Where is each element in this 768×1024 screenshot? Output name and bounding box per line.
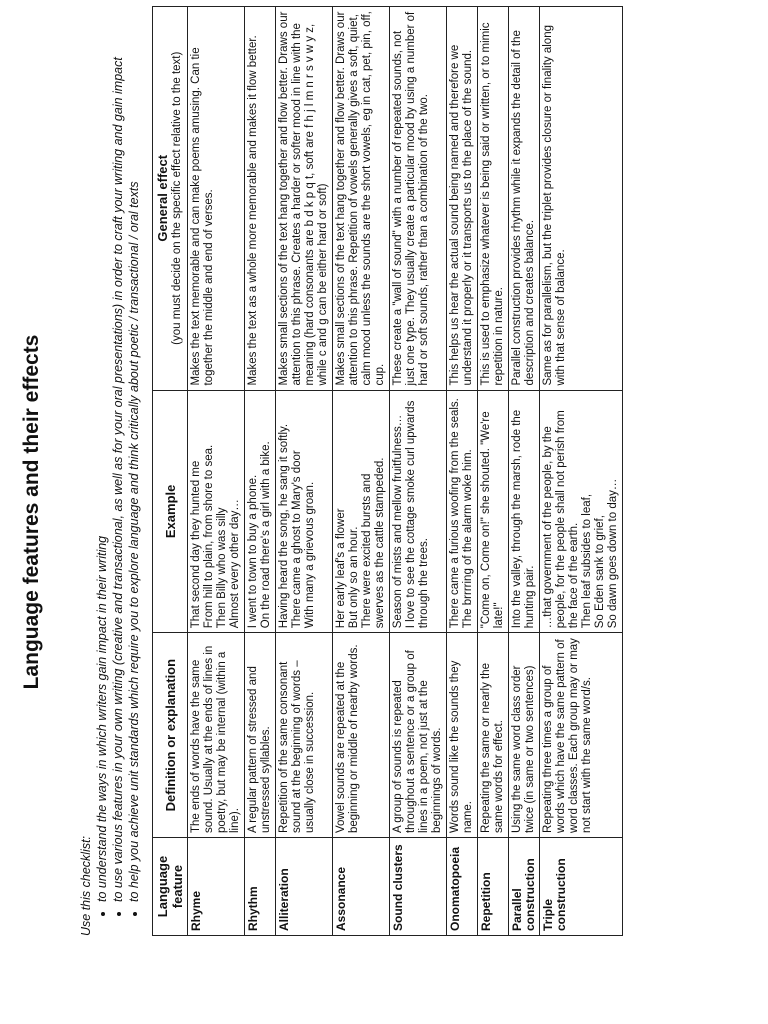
example-line: …that government of the people, by the people, for the people shall not perish from the face of the earth. bbox=[542, 410, 580, 629]
effect-cell: Makes small sections of the text hang together and flow better. Draws our attention to this phrase. Repetition of vowels generally gives a soft, quiet, calm mood unless the sounds are the short vowels, eg in cat, pet, pin, off, cup. bbox=[333, 7, 390, 391]
feature-cell: Alliteration bbox=[276, 838, 333, 936]
example-line: From hill to plain, from shore to sea. bbox=[203, 444, 215, 629]
table-row bbox=[509, 7, 540, 936]
effect-cell: Same as for parallelism, but the triplet provides closure or finality along with that sense of balance. bbox=[540, 7, 623, 391]
example-line: The brrrring of the alarm woke him. bbox=[462, 449, 474, 629]
effect-cell: This helps us hear the actual sound being named and therefore we understand it properly or it transports us to the place of the sound. bbox=[447, 7, 478, 391]
definition-cell: Words sound like the sounds they name. bbox=[447, 633, 478, 838]
feature-cell: Rhythm bbox=[245, 838, 276, 936]
example-cell bbox=[509, 390, 540, 633]
example-cell bbox=[447, 390, 478, 633]
example-line: So Eden sank to grief, bbox=[594, 515, 606, 629]
effect-cell: This is used to emphasize whatever is being said or written, or to mimic repetition in nature. bbox=[478, 7, 509, 391]
intro-bullet: • to understand the ways in which writers gain impact in their writing bbox=[94, 6, 110, 902]
example-line: Into the valley, through the marsh, rode the hunting pair. bbox=[511, 409, 536, 629]
feature-cell: Repetition bbox=[478, 838, 509, 936]
example-line: There came a ghost to Mary's door bbox=[291, 450, 303, 629]
feature-cell: Sound clusters bbox=[390, 838, 447, 936]
example-line: Her early leaf's a flower bbox=[335, 508, 347, 629]
effect-cell: These create a "wall of sound" with a number of repeated sounds, not just one type. They usually create a particular mood by using a number of hard or soft sounds, rather than a combination of the two. bbox=[390, 7, 447, 391]
effect-cell: Makes small sections of the text hang together and flow better. Draws our attention to this phrase. Creates a harder or softer mood in line with the meaning (hard consonants are b d k p q t, soft are f h j l m n r s v w y z, while c and g can be either hard or soft) bbox=[276, 7, 333, 391]
table-row bbox=[390, 7, 447, 936]
table-row bbox=[276, 7, 333, 936]
definition-cell: Vowel sounds are repeated at the beginning or middle of nearby words. bbox=[333, 633, 390, 838]
definition-cell: The ends of words have the same sound. Usually at the ends of lines in poetry, but may be internal (within a line). bbox=[188, 633, 245, 838]
example-cell bbox=[188, 390, 245, 633]
table-row bbox=[188, 7, 245, 936]
feature-cell: Parallel construction bbox=[509, 838, 540, 936]
header-effect-note: (you must decide on the specific effect relative to the text) bbox=[171, 51, 183, 345]
example-cell bbox=[478, 390, 509, 633]
example-line: On the road there's a girl with a bike. bbox=[260, 441, 272, 629]
feature-cell: Assonance bbox=[333, 838, 390, 936]
definition-cell: A regular pattern of stressed and unstressed syllables. bbox=[245, 633, 276, 838]
effect-cell: Makes the text memorable and can make poems amusing. Can tie together the middle and end of verses. bbox=[188, 7, 245, 391]
effect-cell: Parallel construction provides rhythm while it expands the detail of the description and creates balance. bbox=[509, 7, 540, 391]
example-line: So dawn goes down to day… bbox=[607, 478, 619, 629]
example-cell bbox=[245, 390, 276, 633]
header-effect-title: General effect bbox=[155, 154, 170, 242]
table-row bbox=[333, 7, 390, 936]
example-cell bbox=[540, 390, 623, 633]
intro-bullet: • to use various features in your own writing (creative and transactional, as well as for your oral presentations) in order to craft your writing and gain impact bbox=[110, 6, 126, 902]
definition-cell: Repetition of the same consonant sound at the beginning of words – usually close in succession. bbox=[276, 633, 333, 838]
intro-lead: Use this checklist: bbox=[79, 835, 93, 936]
example-line: I went to town to buy a phone. bbox=[247, 474, 259, 629]
definition-cell: A group of sounds is repeated throughout a sentence or a group of lines in a poem, not just at the beginnings of words. bbox=[390, 633, 447, 838]
example-cell bbox=[390, 390, 447, 633]
intro bbox=[78, 6, 142, 936]
example-cell bbox=[276, 390, 333, 633]
intro-bullet: • to help you achieve unit standards which require you to explore language and think critically about poetic / transactional / oral texts bbox=[126, 6, 142, 902]
table-row bbox=[540, 7, 623, 936]
definition-cell: Repeating three times a group of words which have the same pattern of word classes. Each group may or may not start with the same word/s. bbox=[540, 633, 623, 838]
example-line: There came a furious woofing from the seals. bbox=[449, 398, 461, 629]
example-line: Season of mists and mellow fruitfulness… bbox=[392, 414, 404, 629]
definition-cell: Using the same word class order twice (in same or two sentences) bbox=[509, 633, 540, 838]
example-line: That second day they hunted me bbox=[190, 460, 202, 629]
example-line: "Come on, Come on!" she shouted. "We're late!" bbox=[480, 411, 505, 629]
feature-cell: Rhyme bbox=[188, 838, 245, 936]
example-line: Having heard the song, he sang it softly. bbox=[278, 423, 290, 629]
definition-cell: Repeating the same or nearly the same words for effect. bbox=[478, 633, 509, 838]
feature-cell: Triple construction bbox=[540, 838, 623, 936]
table-header-row bbox=[153, 7, 188, 936]
features-table bbox=[152, 6, 623, 936]
page-title: Language features and their effects bbox=[20, 334, 43, 690]
table-row bbox=[245, 7, 276, 936]
example-line: Then Billy who was silly bbox=[216, 507, 228, 629]
example-line: Then leaf subsides to leaf, bbox=[581, 493, 593, 629]
table-row bbox=[478, 7, 509, 936]
header-effect bbox=[153, 7, 188, 391]
example-cell bbox=[333, 390, 390, 633]
header-example: Example bbox=[153, 390, 188, 633]
feature-cell: Onomatopoeia bbox=[447, 838, 478, 936]
header-feature: Language feature bbox=[153, 838, 188, 936]
example-line: swerves as the cattle stampeded. bbox=[374, 457, 386, 629]
example-line: With many a grievous groan. bbox=[304, 481, 316, 629]
header-definition: Definition or explanation bbox=[153, 633, 188, 838]
table-row bbox=[447, 7, 478, 936]
example-line: But only so an hour. bbox=[348, 526, 360, 629]
intro-bullets bbox=[94, 6, 142, 936]
example-line: Almost every other day… bbox=[229, 499, 241, 629]
example-line: I love to see the cottage smoke curl upwards through the trees. bbox=[405, 400, 430, 629]
example-line: There were excited bursts and bbox=[361, 473, 373, 629]
effect-cell: Makes the text as a whole more memorable and makes it flow better. bbox=[245, 7, 276, 391]
